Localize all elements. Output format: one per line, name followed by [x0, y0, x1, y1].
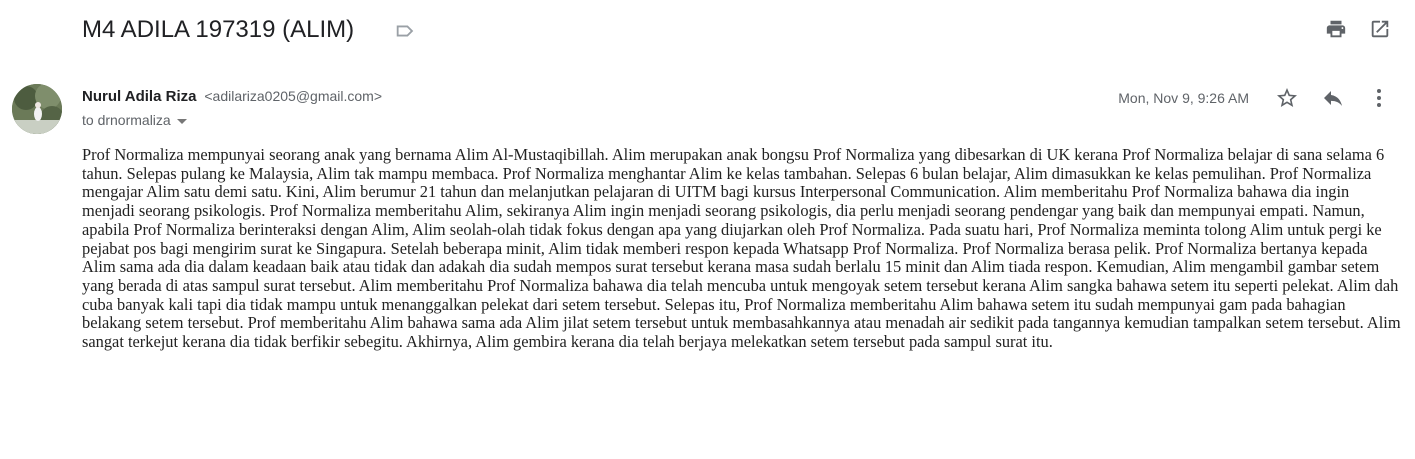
top-actions — [1325, 18, 1391, 40]
sender-email: <adilariza0205@gmail.com> — [204, 88, 382, 104]
star-outline-icon[interactable] — [1275, 86, 1299, 110]
more-vertical-icon[interactable] — [1367, 86, 1391, 110]
print-icon[interactable] — [1325, 18, 1347, 40]
message-date: Mon, Nov 9, 9:26 AM — [1118, 90, 1249, 106]
recipient-label: to drnormaliza — [82, 112, 171, 128]
email-body: Prof Normaliza mempunyai seorang anak yang bernama Alim Al-Mustaqibillah. Alim merupakan anak bongsu Prof Normaliza yang dibesarkan di UK kerana Prof Normaliza belajar di sana selama 6 tahun. Selepas pulang ke Malaysia, Alim tak mampu membaca. Prof Normaliza menghantar Alim ke kelas tambahan. Selepas 6 bulan belajar, Alim dimasukkan ke kelas pemulihan. Prof Normaliza mengajar Alim satu demi satu. Kini, Alim berumur 21 tahun dan melanjutkan pelajaran di UITM bagi kursus Interpersonal Communication. Alim memberitahu Prof Normaliza bahawa dia ingin menjadi seorang psikologis. Prof Normaliza memberitahu Alim, sekiranya Alim ingin menjadi seorang psikologis, dia perlu menjadi seorang pendengar yang baik dan mempunyai empati. Namun, apabila Prof Normaliza berinteraksi dengan Alim, Alim seolah-olah tidak fokus dengan apa yang diujarkan oleh Prof Normaliza. Pada suatu hari, Prof Normaliza meminta tolong Alim untuk pergi ke pejabat pos bagi mengirim surat ke Singapura. Setelah beberapa minit, Alim tidak memberi respon kepada Whatsapp Prof Normaliza. Prof Normaliza berasa pelik. Prof Normaliza bertanya kepada Alim sama ada dia dalam keadaan baik atau tidak dan adakah dia sudah mempos surat tersebut kerana masa sudah berlalu 15 minit dan Alim tiada respon. Kemudian, Alim mengambil gambar setem yang berada di atas sampul surat tersebut. Alim memberitahu Prof Normaliza bahawa dia telah mencuba untuk mengoyak setem tersebut kerana Alim sangka bahawa setem itu seperti pelekat. Alim dah cuba banyak kali tapi dia tidak mampu untuk menanggalkan pelekat dari setem tersebut. Selepas itu, Prof Normaliza memberitahu Alim bahawa setem itu sudah mempunyai gam pada bahagian belakang setem tersebut. Prof memberitahu Alim bahawa sama ada Alim jilat setem tersebut untuk membasahkannya atau menadah air sedikit pada tangannya kemudian tampalkan setem tersebut. Alim sangat terkejut kerana dia tidak berfikir sebegitu. Akhirnya, Alim gembira kerana dia telah berjaya melekatkan setem tersebut pada sampul surat itu. — [82, 145, 1401, 352]
recipient-line[interactable] — [82, 112, 187, 128]
reply-icon[interactable] — [1321, 86, 1345, 110]
caret-down-icon[interactable] — [177, 119, 187, 124]
sender-line — [82, 88, 382, 105]
label-outline-icon[interactable] — [394, 20, 416, 42]
avatar[interactable] — [12, 84, 62, 134]
message-actions — [1118, 86, 1391, 110]
open-in-new-window-icon[interactable] — [1369, 18, 1391, 40]
subject-header — [82, 14, 1391, 54]
email-subject: M4 ADILA 197319 (ALIM) — [82, 16, 355, 43]
sender-name[interactable]: Nurul Adila Riza — [82, 88, 197, 105]
